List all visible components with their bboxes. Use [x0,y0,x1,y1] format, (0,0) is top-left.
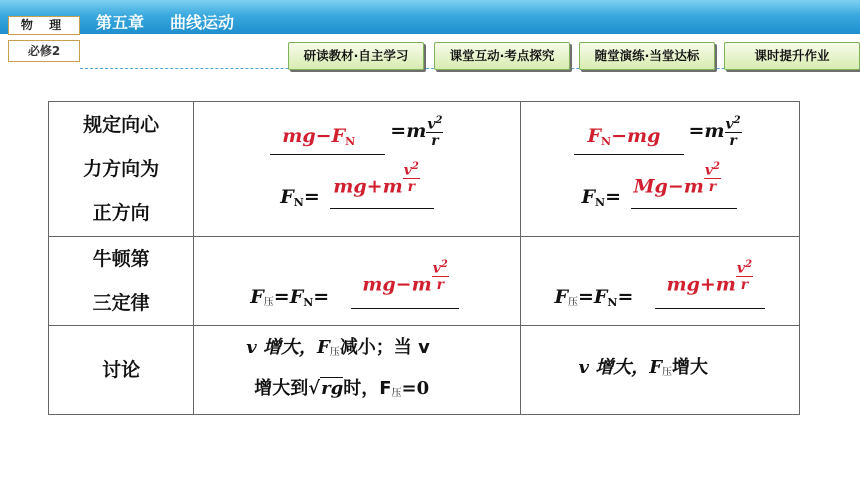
nav-button-practice[interactable]: 随堂演练·当堂达标 [579,42,715,70]
blank-line [351,308,459,309]
discussion-text: 增大 [672,357,709,378]
discussion-line-1 [246,333,430,359]
blank-line [655,308,765,309]
equation-lhs: $F_N=$ [280,186,320,209]
answer-expression: mg−m $\frac{v^2}{r}$ [362,259,448,296]
volume-label: 必修2 [8,40,80,62]
formula-table [48,101,800,415]
answer-expression: mg+m $\frac{v^2}{r}$ [333,161,419,198]
formula-cell-r2c2 [194,237,520,326]
equation-rhs: =m $\frac{v^2}{r}$ [688,115,741,149]
row-label-discussion [49,326,194,415]
blank-line [330,208,434,209]
discussion-cell-r3c3 [520,326,800,415]
equation-lhs: F压$=F_N=$ [250,286,330,309]
sqrt-radicand: rg [321,378,344,399]
chapter-title: 曲线运动 [170,13,235,32]
answer-expression: Mg−m $\frac{v^2}{r}$ [633,161,720,198]
row-label-sign-convention [49,102,194,237]
answer-expression: $F_N-mg$ [587,125,661,148]
subscript: 压 [391,388,402,399]
discussion-text: v 增大，F [578,357,663,378]
formula-cell-r2c3 [520,237,800,326]
discussion-line-1 [579,353,709,379]
discussion-text: =0 [401,378,430,399]
discussion-text: 减小；当 v [339,337,430,358]
row-label-line: 正方向 [92,202,150,224]
subscript: 压 [329,347,340,358]
discussion-text: 时，F [343,378,392,399]
chapter-number: 第五章 [96,13,145,32]
row-label-line: 三定律 [92,292,150,314]
equation-lhs: $F_N=$ [581,186,621,209]
blank-line [631,208,737,209]
chapter-heading [96,10,260,33]
row-label-line: 规定向心 [83,114,160,136]
answer-expression: mg+m $\frac{v^2}{r}$ [666,259,753,296]
sqrt-symbol: √ [308,378,321,399]
discussion-cell-r3c2 [194,326,520,415]
blank-line [574,154,684,155]
nav-button-study[interactable]: 研读教材·自主学习 [288,42,424,70]
answer-expression: $mg-F_N$ [282,125,356,148]
blank-line [270,154,385,155]
row-label-line: 牛顿第 [92,248,150,270]
nav-button-homework[interactable]: 课时提升作业 [724,42,860,70]
row-label-line: 力方向为 [83,158,160,180]
formula-cell-r1c3 [520,102,800,237]
equation-lhs: F压$=F_N=$ [554,286,634,309]
row-label-line: 讨论 [102,358,141,381]
discussion-text: 增大到 [254,378,309,399]
equation-rhs: =m $\frac{v^2}{r}$ [390,115,443,149]
formula-cell-r1c2 [194,102,520,237]
subscript: 压 [662,367,673,378]
discussion-text: v 增大，F [246,337,330,358]
nav-button-explore[interactable]: 课堂互动·考点探究 [434,42,570,70]
subject-label: 物 理 [8,16,80,35]
discussion-line-2 [254,374,429,400]
row-label-newton-third [49,237,194,326]
